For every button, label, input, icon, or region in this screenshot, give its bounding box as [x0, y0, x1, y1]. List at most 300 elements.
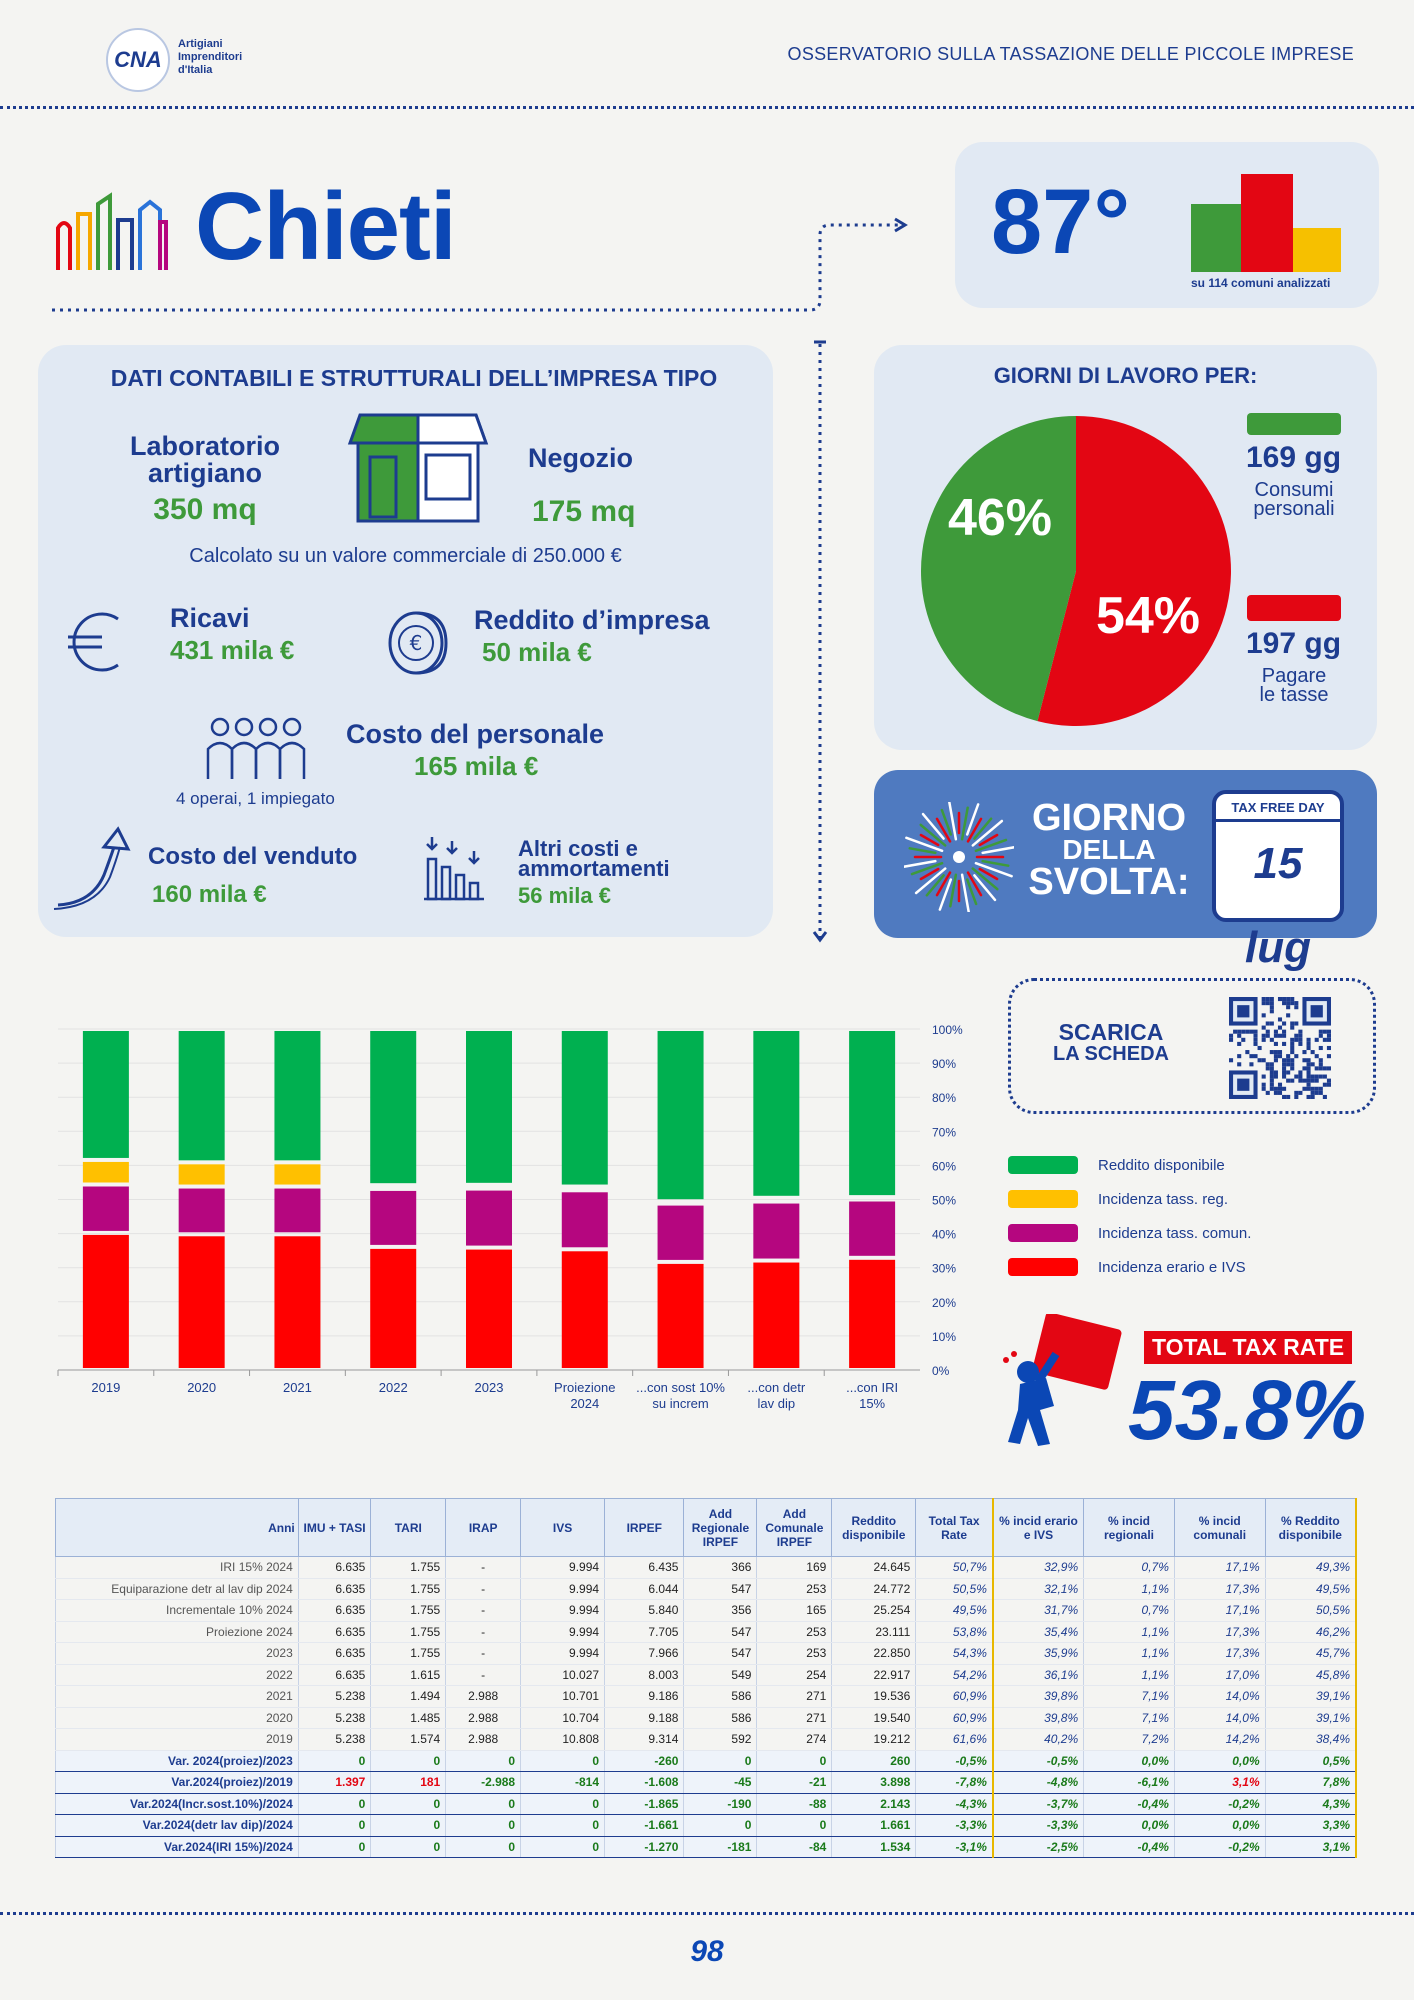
calendar-icon [1212, 790, 1344, 972]
firework-ray [967, 804, 978, 834]
table-cell: 2021 [56, 1686, 299, 1708]
table-cell: Var.2024(detr lav dip)/2024 [56, 1815, 299, 1837]
table-cell: -814 [521, 1772, 605, 1794]
bar-segment [274, 1031, 320, 1160]
bar-segment [658, 1264, 704, 1368]
x-tick-label: ...con sost 10% [636, 1380, 726, 1395]
table-cell: 1.755 [371, 1643, 446, 1665]
table-cell: 0 [446, 1793, 521, 1815]
table-cell: 7,2% [1084, 1729, 1175, 1751]
table-header: % Reddito disponibile [1265, 1499, 1356, 1557]
table-cell: 2020 [56, 1707, 299, 1729]
table-cell: 6.635 [298, 1578, 371, 1600]
table-header: TARI [371, 1499, 446, 1557]
table-cell: 35,4% [993, 1621, 1084, 1643]
legend-item [1008, 1182, 1251, 1216]
table-cell: 50,5% [916, 1578, 993, 1600]
table-header: Add Comunale IRPEF [757, 1499, 832, 1557]
table-cell: 10.027 [521, 1664, 605, 1686]
bar-segment [658, 1206, 704, 1260]
table-cell: 0,5% [1265, 1750, 1356, 1772]
table-cell: -0,5% [916, 1750, 993, 1772]
table-cell: -2,5% [993, 1836, 1084, 1858]
laboratorio-value: 350 mq [153, 493, 257, 526]
legend-item [1008, 1250, 1251, 1284]
city-name: Chieti [195, 173, 456, 280]
table-cell: 9.994 [521, 1557, 605, 1579]
bar-segment [562, 1031, 608, 1185]
firework-ray [904, 861, 935, 867]
table-cell: 0 [371, 1836, 446, 1858]
bar-segment [179, 1236, 225, 1368]
table-row [56, 1600, 1357, 1622]
legend-item [1008, 1148, 1251, 1182]
table-cell: 1,1% [1084, 1621, 1175, 1643]
table-cell: 1.755 [371, 1578, 446, 1600]
bar-segment [83, 1186, 129, 1230]
table-cell: 7.966 [605, 1643, 684, 1665]
table-cell: 0,0% [1174, 1815, 1265, 1837]
personale-label: Costo del personale [346, 719, 605, 749]
bar-segment [753, 1031, 799, 1196]
table-cell: 10.701 [521, 1686, 605, 1708]
table-cell: 3,3% [1265, 1815, 1356, 1837]
legend-swatch [1008, 1258, 1078, 1276]
table-cell: 24.645 [832, 1557, 916, 1579]
table-cell: -181 [684, 1836, 757, 1858]
table-row [56, 1643, 1357, 1665]
table-cell: -6,1% [1084, 1772, 1175, 1794]
table-cell: 1.485 [371, 1707, 446, 1729]
ricavi-label: Ricavi [170, 603, 250, 633]
table-cell: 0,0% [1084, 1750, 1175, 1772]
table-header: IRPEF [605, 1499, 684, 1557]
x-tick-label: lav dip [757, 1396, 796, 1411]
rank-box [955, 142, 1379, 308]
table-cell: 3.898 [832, 1772, 916, 1794]
table-cell: 32,9% [993, 1557, 1084, 1579]
x-tick-label: 2020 [187, 1380, 217, 1395]
table-cell: 39,1% [1265, 1686, 1356, 1708]
bar-segment [466, 1250, 512, 1368]
table-header: Anni [56, 1499, 299, 1557]
bar-segment [274, 1236, 320, 1368]
footer-divider [0, 1912, 1414, 1915]
table-cell: 40,2% [993, 1729, 1084, 1751]
legend-green-swatch [1247, 413, 1341, 435]
connector-arrow [50, 210, 910, 320]
table-cell: 14,0% [1174, 1686, 1265, 1708]
table-cell: -2.988 [446, 1772, 521, 1794]
table-cell: 31,7% [993, 1600, 1084, 1622]
legend-swatch [1008, 1156, 1078, 1174]
table-cell: Var.2024(proiez)/2019 [56, 1772, 299, 1794]
table-cell: 547 [684, 1621, 757, 1643]
table-cell: 53,8% [916, 1621, 993, 1643]
table-cell: -1.865 [605, 1793, 684, 1815]
table-cell: -260 [605, 1750, 684, 1772]
rank-value: 87° [991, 171, 1131, 273]
table-header: % incid comunali [1174, 1499, 1265, 1557]
table-row [56, 1793, 1357, 1815]
bar-segment [83, 1162, 129, 1183]
bar-segment [274, 1164, 320, 1184]
table-cell: 0 [521, 1836, 605, 1858]
cna-logo [106, 28, 243, 92]
table-cell: 1.755 [371, 1600, 446, 1622]
table-cell: Equiparazione detr al lav dip 2024 [56, 1578, 299, 1600]
venduto-label: Costo del venduto [148, 843, 358, 870]
table-header: Add Regionale IRPEF [684, 1499, 757, 1557]
table-cell: 274 [757, 1729, 832, 1751]
x-tick-label: ...con IRI [846, 1380, 899, 1395]
shop-icon [346, 413, 490, 525]
table-cell: 0 [684, 1750, 757, 1772]
y-tick-label: 0% [932, 1364, 950, 1378]
y-tick-label: 60% [932, 1159, 957, 1174]
table-cell: Var.2024(Incr.sost.10%)/2024 [56, 1793, 299, 1815]
bar-segment [753, 1263, 799, 1368]
table-cell: - [446, 1578, 521, 1600]
table-cell: 8.003 [605, 1664, 684, 1686]
table-cell: 32,1% [993, 1578, 1084, 1600]
table-cell: 46,2% [1265, 1621, 1356, 1643]
table-cell: 17,3% [1174, 1643, 1265, 1665]
bar-segment [849, 1260, 895, 1368]
table-cell: 0 [684, 1815, 757, 1837]
laboratorio-label: Laboratorio artigiano [129, 431, 280, 488]
bar-segment [83, 1235, 129, 1368]
table-cell: 17,1% [1174, 1557, 1265, 1579]
y-tick-label: 80% [932, 1091, 957, 1106]
table-row [56, 1836, 1357, 1858]
table-cell: 9.994 [521, 1578, 605, 1600]
table-cell: 260 [832, 1750, 916, 1772]
table-row [56, 1686, 1357, 1708]
bar-segment [849, 1202, 895, 1256]
growth-arrow-icon [52, 825, 136, 911]
table-cell: 547 [684, 1578, 757, 1600]
table-header: IMU + TASI [298, 1499, 371, 1557]
table-cell: 0,0% [1084, 1815, 1175, 1837]
bar-segment [562, 1192, 608, 1247]
table-cell: 39,8% [993, 1686, 1084, 1708]
table-cell: 2.988 [446, 1686, 521, 1708]
header-title: OSSERVATORIO SULLA TASSAZIONE DELLE PICCOLE IMPRESE [787, 44, 1354, 64]
table-cell: Incrementale 10% 2024 [56, 1600, 299, 1622]
table-cell: 0 [371, 1750, 446, 1772]
y-tick-label: 50% [932, 1193, 957, 1208]
table-cell: 6.635 [298, 1643, 371, 1665]
table-cell: 9.186 [605, 1686, 684, 1708]
red-label: Pagare le tasse [1259, 665, 1329, 706]
table-cell: 9.314 [605, 1729, 684, 1751]
table-cell: 2.988 [446, 1729, 521, 1751]
bar-segment [466, 1031, 512, 1183]
table-cell: 14,0% [1174, 1707, 1265, 1729]
x-tick-label: 15% [859, 1396, 886, 1411]
table-cell: 0 [757, 1815, 832, 1837]
table-cell: 50,7% [916, 1557, 993, 1579]
table-cell: -3,3% [993, 1815, 1084, 1837]
table-cell: 6.635 [298, 1664, 371, 1686]
table-header: % incid regionali [1084, 1499, 1175, 1557]
y-tick-label: 40% [932, 1227, 957, 1242]
x-tick-label: 2019 [91, 1380, 121, 1395]
table-cell: 19.212 [832, 1729, 916, 1751]
table-row [56, 1621, 1357, 1643]
table-cell: -21 [757, 1772, 832, 1794]
table-cell: 586 [684, 1686, 757, 1708]
table-cell: 549 [684, 1664, 757, 1686]
altri-label: Altri costi e ammortamenti [518, 836, 670, 881]
table-cell: 6.635 [298, 1600, 371, 1622]
green-days: 169 gg [1246, 441, 1342, 474]
calendar-date: 15 lug [1245, 839, 1311, 972]
table-cell: 6.435 [605, 1557, 684, 1579]
table-cell: 2023 [56, 1643, 299, 1665]
legend-label: Incidenza tass. reg. [1098, 1190, 1229, 1208]
x-tick-label: su increm [652, 1396, 709, 1411]
bar-segment [658, 1031, 704, 1199]
table-cell: 0 [521, 1815, 605, 1837]
table-cell: 271 [757, 1686, 832, 1708]
legend-swatch [1008, 1190, 1078, 1208]
table-cell: -88 [757, 1793, 832, 1815]
personale-note: 4 operai, 1 impiegato [176, 789, 335, 808]
legend-item [1008, 1216, 1251, 1250]
table-cell: 17,3% [1174, 1578, 1265, 1600]
negozio-value: 175 mq [532, 495, 636, 528]
table-cell: 54,3% [916, 1643, 993, 1665]
bar-segment [179, 1189, 225, 1233]
table-cell: 1.397 [298, 1772, 371, 1794]
table-cell: 49,5% [1265, 1578, 1356, 1600]
table-row [56, 1557, 1357, 1579]
firework-ray [910, 848, 936, 853]
table-cell: 61,6% [916, 1729, 993, 1751]
euro-icon [60, 607, 130, 677]
negozio-label: Negozio [528, 443, 633, 473]
y-tick-label: 30% [932, 1261, 957, 1276]
table-cell: 5.238 [298, 1686, 371, 1708]
y-tick-label: 70% [932, 1125, 957, 1140]
impresa-tipo-panel [38, 345, 773, 937]
table-cell: 1.661 [832, 1815, 916, 1837]
table-cell: 9.994 [521, 1643, 605, 1665]
table-header: Reddito disponibile [832, 1499, 916, 1557]
table-cell: 9.188 [605, 1707, 684, 1729]
table-cell: 356 [684, 1600, 757, 1622]
table-cell: 0 [446, 1750, 521, 1772]
qr-code-icon[interactable] [1229, 997, 1331, 1099]
table-cell: 253 [757, 1578, 832, 1600]
firework-ray [983, 847, 1014, 853]
firework-center [953, 851, 965, 863]
legend-swatch [1008, 1224, 1078, 1242]
y-tick-label: 90% [932, 1057, 957, 1072]
fireworks-icon [904, 802, 1014, 912]
table-row [56, 1772, 1357, 1794]
table-cell: 586 [684, 1707, 757, 1729]
table-cell: - [446, 1643, 521, 1665]
table-cell: 6.635 [298, 1621, 371, 1643]
venduto-value: 160 mila € [152, 881, 267, 908]
table-cell: 0 [298, 1793, 371, 1815]
table-cell: - [446, 1557, 521, 1579]
svolta-text: GIORNO DELLA SVOLTA: [1028, 797, 1190, 903]
giorno-svolta-panel [874, 770, 1377, 972]
chart-legend [1008, 1148, 1251, 1284]
table-cell: 9.994 [521, 1600, 605, 1622]
table-cell: Var. 2024(proiez)/2023 [56, 1750, 299, 1772]
table-cell: 592 [684, 1729, 757, 1751]
table-row [56, 1707, 1357, 1729]
table-header: % incid erario e IVS [993, 1499, 1084, 1557]
table-row [56, 1815, 1357, 1837]
pie-red-pct: 54% [1095, 587, 1201, 645]
table-cell: 1.494 [371, 1686, 446, 1708]
x-tick-label: 2022 [378, 1380, 408, 1395]
table-cell: - [446, 1621, 521, 1643]
table-cell: 23.111 [832, 1621, 916, 1643]
table-cell: 10.704 [521, 1707, 605, 1729]
table-cell: -3,1% [916, 1836, 993, 1858]
table-cell: -3,7% [993, 1793, 1084, 1815]
logo-text: CNA [114, 47, 162, 72]
table-cell: 7.705 [605, 1621, 684, 1643]
table-cell: 4,3% [1265, 1793, 1356, 1815]
table-cell: -45 [684, 1772, 757, 1794]
table-header: Total Tax Rate [916, 1499, 993, 1557]
table-cell: 1.534 [832, 1836, 916, 1858]
table-cell: 0 [371, 1815, 446, 1837]
tax-table [55, 1498, 1357, 1858]
tax-burden-icon [998, 1314, 1132, 1450]
calendar-header: TAX FREE DAY [1216, 794, 1340, 822]
table-cell: - [446, 1664, 521, 1686]
table-cell: 0 [521, 1750, 605, 1772]
table-header: IVS [521, 1499, 605, 1557]
table-cell: 38,4% [1265, 1729, 1356, 1751]
x-tick-label: 2023 [474, 1380, 504, 1395]
table-cell: -190 [684, 1793, 757, 1815]
table-cell: 22.917 [832, 1664, 916, 1686]
table-cell: 0 [446, 1836, 521, 1858]
y-tick-label: 10% [932, 1329, 957, 1344]
bar-segment [370, 1031, 416, 1183]
table-cell: 0,7% [1084, 1600, 1175, 1622]
total-tax-rate-value: 53.8% [1128, 1363, 1367, 1457]
table-cell: 0 [757, 1750, 832, 1772]
people-icon [206, 715, 310, 785]
reddito-value: 50 mila € [482, 637, 592, 667]
table-cell: 0 [298, 1815, 371, 1837]
bar-segment [274, 1189, 320, 1233]
table-cell: 2022 [56, 1664, 299, 1686]
table-cell: 5.840 [605, 1600, 684, 1622]
table-cell: 14,2% [1174, 1729, 1265, 1751]
table-cell: 39,8% [993, 1707, 1084, 1729]
table-cell: 6.635 [298, 1557, 371, 1579]
table-cell: 39,1% [1265, 1707, 1356, 1729]
table-cell: -4,8% [993, 1772, 1084, 1794]
giorni-lavoro-panel [874, 345, 1377, 750]
x-tick-label: 2024 [570, 1396, 600, 1411]
table-row [56, 1729, 1357, 1751]
x-tick-label: Proiezione [554, 1380, 616, 1395]
download-box[interactable] [1008, 978, 1376, 1114]
download-text: SCARICA LA SCHEDA [1053, 1019, 1169, 1065]
table-cell: 17,1% [1174, 1600, 1265, 1622]
table-cell: 0 [521, 1793, 605, 1815]
costs-chart-icon [422, 833, 488, 903]
table-cell: 54,2% [916, 1664, 993, 1686]
table-cell: Var.2024(IRI 15%)/2024 [56, 1836, 299, 1858]
table-cell: 254 [757, 1664, 832, 1686]
table-cell: 19.536 [832, 1686, 916, 1708]
bar-segment [562, 1251, 608, 1368]
x-tick-label: ...con detr [747, 1380, 806, 1395]
firework-ray [983, 861, 1009, 866]
table-cell: 1,1% [1084, 1664, 1175, 1686]
table-cell: 7,1% [1084, 1707, 1175, 1729]
giorni-title: GIORNI DI LAVORO PER: [993, 363, 1258, 388]
table-cell: 7,1% [1084, 1686, 1175, 1708]
bar-segment [83, 1031, 129, 1158]
table-cell: 2.143 [832, 1793, 916, 1815]
table-cell: -84 [757, 1836, 832, 1858]
table-cell: 3,1% [1174, 1772, 1265, 1794]
table-cell: 1.755 [371, 1557, 446, 1579]
table-cell: 36,1% [993, 1664, 1084, 1686]
table-cell: -1.608 [605, 1772, 684, 1794]
table-cell: 2019 [56, 1729, 299, 1751]
table-cell: 22.850 [832, 1643, 916, 1665]
table-cell: 35,9% [993, 1643, 1084, 1665]
table-cell: 366 [684, 1557, 757, 1579]
table-cell: -1.661 [605, 1815, 684, 1837]
table-cell: 547 [684, 1643, 757, 1665]
table-cell: 0,0% [1174, 1750, 1265, 1772]
table-cell: 0 [446, 1815, 521, 1837]
table-cell: 45,8% [1265, 1664, 1356, 1686]
green-label: Consumi personali [1253, 479, 1335, 520]
table-cell: -4,3% [916, 1793, 993, 1815]
red-days: 197 gg [1246, 627, 1342, 660]
table-cell: 5.238 [298, 1729, 371, 1751]
table-cell: 25.254 [832, 1600, 916, 1622]
table-cell: 60,9% [916, 1686, 993, 1708]
table-cell: 0 [371, 1793, 446, 1815]
table-cell: 24.772 [832, 1578, 916, 1600]
bar-segment [849, 1031, 895, 1195]
table-header: IRAP [446, 1499, 521, 1557]
table-cell: 17,3% [1174, 1621, 1265, 1643]
table-cell: 253 [757, 1621, 832, 1643]
table-cell: 19.540 [832, 1707, 916, 1729]
table-cell: -0,4% [1084, 1793, 1175, 1815]
table-row [56, 1578, 1357, 1600]
table-cell: 17,0% [1174, 1664, 1265, 1686]
ricavi-value: 431 mila € [170, 635, 295, 665]
reddito-label: Reddito d’impresa [474, 605, 710, 635]
y-tick-label: 20% [932, 1295, 957, 1310]
impresa-title: DATI CONTABILI E STRUTTURALI DELL’IMPRESA TIPO [110, 365, 718, 391]
table-cell: 1.755 [371, 1621, 446, 1643]
table-cell: 169 [757, 1557, 832, 1579]
table-cell: 1,1% [1084, 1578, 1175, 1600]
